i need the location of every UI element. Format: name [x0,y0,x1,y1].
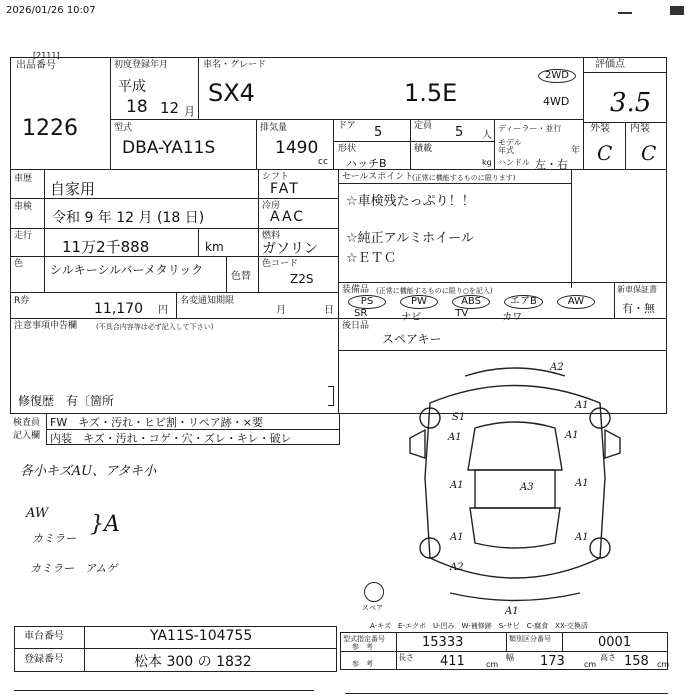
equip-airbag: エアB [504,295,543,309]
car-label: 車名・グレード [203,60,267,70]
inspector-row-2: 内装 キズ・汚れ・コゲ・穴・ズレ・キレ・破レ [50,432,292,445]
inspector-label-1: 検査員 [13,418,41,428]
divider [338,318,667,319]
divider [258,198,338,199]
lot-id: [2111] [33,51,60,60]
model-year-label2: 年式 [498,146,514,155]
sales-line-2: ☆純正アルミホイール [346,231,474,246]
chassis-value: YA11S-104755 [150,628,253,644]
divider [10,318,338,319]
divider [256,119,257,169]
divider [583,72,667,73]
registration-month: 12 [160,99,180,117]
registration-label: 初度登録年月 [114,60,169,70]
shape-label: 形状 [338,144,357,154]
mark-dash [618,12,632,14]
model-label: 型式 [114,123,133,133]
corner-mark [670,6,684,15]
color-code-label: 色コード [262,259,299,269]
inspector-row-1: FW キズ・汚れ・ヒビ割・リペア跡・×要 [50,416,263,429]
ac-value: AAC [270,209,306,225]
type-cert-label: 型式指定番号 [343,635,385,643]
mark-5: A1 [448,432,462,443]
divider [340,651,668,652]
capacity-value: 5 [455,125,464,140]
notice-day: 日 [324,305,334,316]
equip-navi: ナビ [401,312,422,323]
score-int-label: 内装 [630,123,650,134]
divider [625,122,626,169]
mark-7: A1 [575,478,589,489]
spare-tire-icon [364,582,384,602]
mark-6: A1 [450,480,464,491]
recycle-label: R券 [14,296,30,306]
registration-era: 平成 [118,79,146,95]
handwritten-note-2: AW [26,506,49,521]
equipment-label: 装備品 [342,285,370,295]
divider [333,141,494,142]
hgt-unit: cm [657,660,670,669]
inspection-label: 車検 [14,202,33,212]
displacement-value: 1490 [275,138,319,158]
divider [10,228,338,229]
chassis-label: 車台番号 [24,631,64,642]
divider [10,292,338,293]
history-label: 車歴 [14,174,33,184]
color-label: 色 [14,259,24,269]
capacity-unit: 人 [482,130,492,141]
lot-label: 出品番号 [16,60,56,71]
equip-abs: ABS [452,295,490,309]
divider [14,648,337,649]
notes-sub: (不具合内容等は必ず記入して下さい) [96,323,214,331]
hgt-value: 158 [624,654,649,669]
divider [338,183,571,184]
model-code: DBA-YA11S [122,138,216,158]
divider [345,693,668,694]
history-value: 自家用 [50,180,96,198]
doors-label: ドア [338,121,356,131]
shift-value: FAT [270,181,300,197]
len-unit: cm [486,660,499,669]
divider [198,228,199,256]
mark-1: A2 [550,362,564,373]
len-value: 411 [440,654,465,669]
car-grade: 1.5E [404,79,458,107]
displacement-label: 排気量 [260,123,288,133]
fuel-label: 燃料 [262,231,281,241]
divider [396,632,397,670]
divider [176,292,177,318]
len-label: 長さ [398,653,414,662]
score-value: 3.5 [610,88,652,118]
divider [562,632,563,651]
mileage-label: 走行 [14,231,33,241]
handwritten-note-3: カミラー [32,532,76,545]
wid-value: 173 [540,654,565,669]
color-change-label: 色替 [231,271,251,282]
equipment-row-2 [354,308,522,323]
divider [410,119,411,169]
dims-ref: 参 考 [352,660,373,668]
wid-unit: cm [584,660,597,669]
plate-label: 登録番号 [24,654,64,665]
handwritten-note-4: カミラー アムゲ [30,562,118,575]
ac-label: 冷房 [262,201,281,211]
fuel-value: ガソリン [262,241,318,257]
score-ext-label: 外装 [590,123,610,134]
warranty-label: 新車保証書 [617,285,657,294]
mileage-text: 11万2千888 [62,238,150,256]
lot-number: 1226 [22,116,78,141]
wid-label: 幅 [506,653,514,662]
damage-legend: A-キズ E-エクボ U-凹み W-補修跡 S-サビ C-腐食 XX-交換済 [370,622,588,630]
divider [338,169,339,414]
notice-label: 名変通知期限 [180,296,235,306]
doors-value: 5 [374,125,383,140]
warranty-value: 有・無 [622,302,655,315]
inspection-text: 令和 9 年 12 月 (18 日) [52,210,205,226]
divider [84,626,85,672]
divider [333,119,334,169]
score-int: C [641,141,657,165]
registration-year: 18 [126,97,148,117]
recycle-unit: 円 [158,305,168,316]
mark-2: A1 [575,400,589,411]
handwritten-note-1: 各小キズAU、アタキ小 [20,464,157,479]
displacement-unit: cc [318,157,328,167]
mark-10: A1 [575,532,589,543]
divider [494,119,495,169]
equip-leather: カワ [502,312,523,323]
notes-label: 注意事項申告欄 [14,321,78,331]
mark-4: S1 [452,412,466,423]
drive-4wd: 4WD [543,95,570,108]
divider [338,350,667,351]
timestamp: 2026/01/26 10:07 [6,5,96,16]
score-ext: C [597,141,613,165]
car-name: SX4 [208,79,255,107]
sales-line-3: ☆ＥＴＣ [346,251,397,266]
sales-line-1: ☆車検残たっぷり！！ [346,194,475,209]
equip-aw: AW [557,295,595,309]
mark-12: A1 [505,606,519,617]
equipment-row-1 [348,295,595,309]
equip-pw: PW [400,295,438,309]
recycle-value: 11,170 [94,301,143,317]
repair-history: 修復歴 有〔箇所 [18,394,115,408]
type-cert-value: 15333 [422,635,464,650]
shape-value: ハッチB [346,157,387,170]
divider [226,256,227,292]
divider [338,282,667,283]
mark-9: A1 [450,532,464,543]
handle-label: ハンドル [498,158,530,167]
mileage-unit: km [205,240,224,254]
capacity-label: 定員 [414,121,433,131]
load-label: 積載 [414,144,433,154]
divider [571,169,572,288]
divider [14,690,314,691]
equip-tv: TV [455,308,469,319]
equip-sr: SR [354,308,368,319]
handle-value: 左・右 [535,158,568,171]
divider [44,169,45,292]
class-value: 0001 [598,635,632,650]
trunk-value: スペアキー [382,332,442,346]
mark-11: A2 [450,562,464,573]
handwritten-brace: }A [90,512,120,537]
model-year-unit: 年 [571,146,581,156]
mark-8: A3 [520,482,534,493]
shift-label: シフト [262,172,290,182]
spare-label: スペア [362,604,383,612]
registration-month-unit: 月 [184,105,195,118]
divider [583,57,584,169]
divider [110,119,583,120]
equip-ps: PS [348,295,386,309]
class-label: 類別区分番号 [509,635,551,643]
mark-3: A1 [565,430,579,441]
type-cert-ref: 参 考 [352,643,373,651]
inspector-label-2: 記入欄 [13,431,41,441]
divider [110,57,111,169]
color-value: シルキーシルバーメタリック [50,263,204,277]
divider [506,632,507,651]
hgt-label: 高さ [600,653,616,662]
model-year-label1: モデル [498,138,522,147]
equipment-sub: (正常に機能するものに限り○を記入) [376,287,493,295]
repair-bracket [328,386,334,406]
score-label: 評価点 [595,59,625,70]
notice-month: 月 [276,305,286,316]
divider [258,169,259,292]
dealer-label: ディーラー・並行 [498,124,562,133]
sales-point-sub: (正常に機能するものに限ります) [412,174,516,182]
sales-point-label: セールスポイント [342,172,414,182]
load-unit: kg [482,158,492,167]
divider [614,282,615,318]
trunk-label: 後日品 [342,321,370,331]
color-code: Z2S [290,272,314,286]
plate-value: 松本 300 の 1832 [134,654,252,670]
drive-2wd: 2WD [538,63,576,83]
car-damage-diagram [390,358,640,618]
divider [198,57,199,119]
